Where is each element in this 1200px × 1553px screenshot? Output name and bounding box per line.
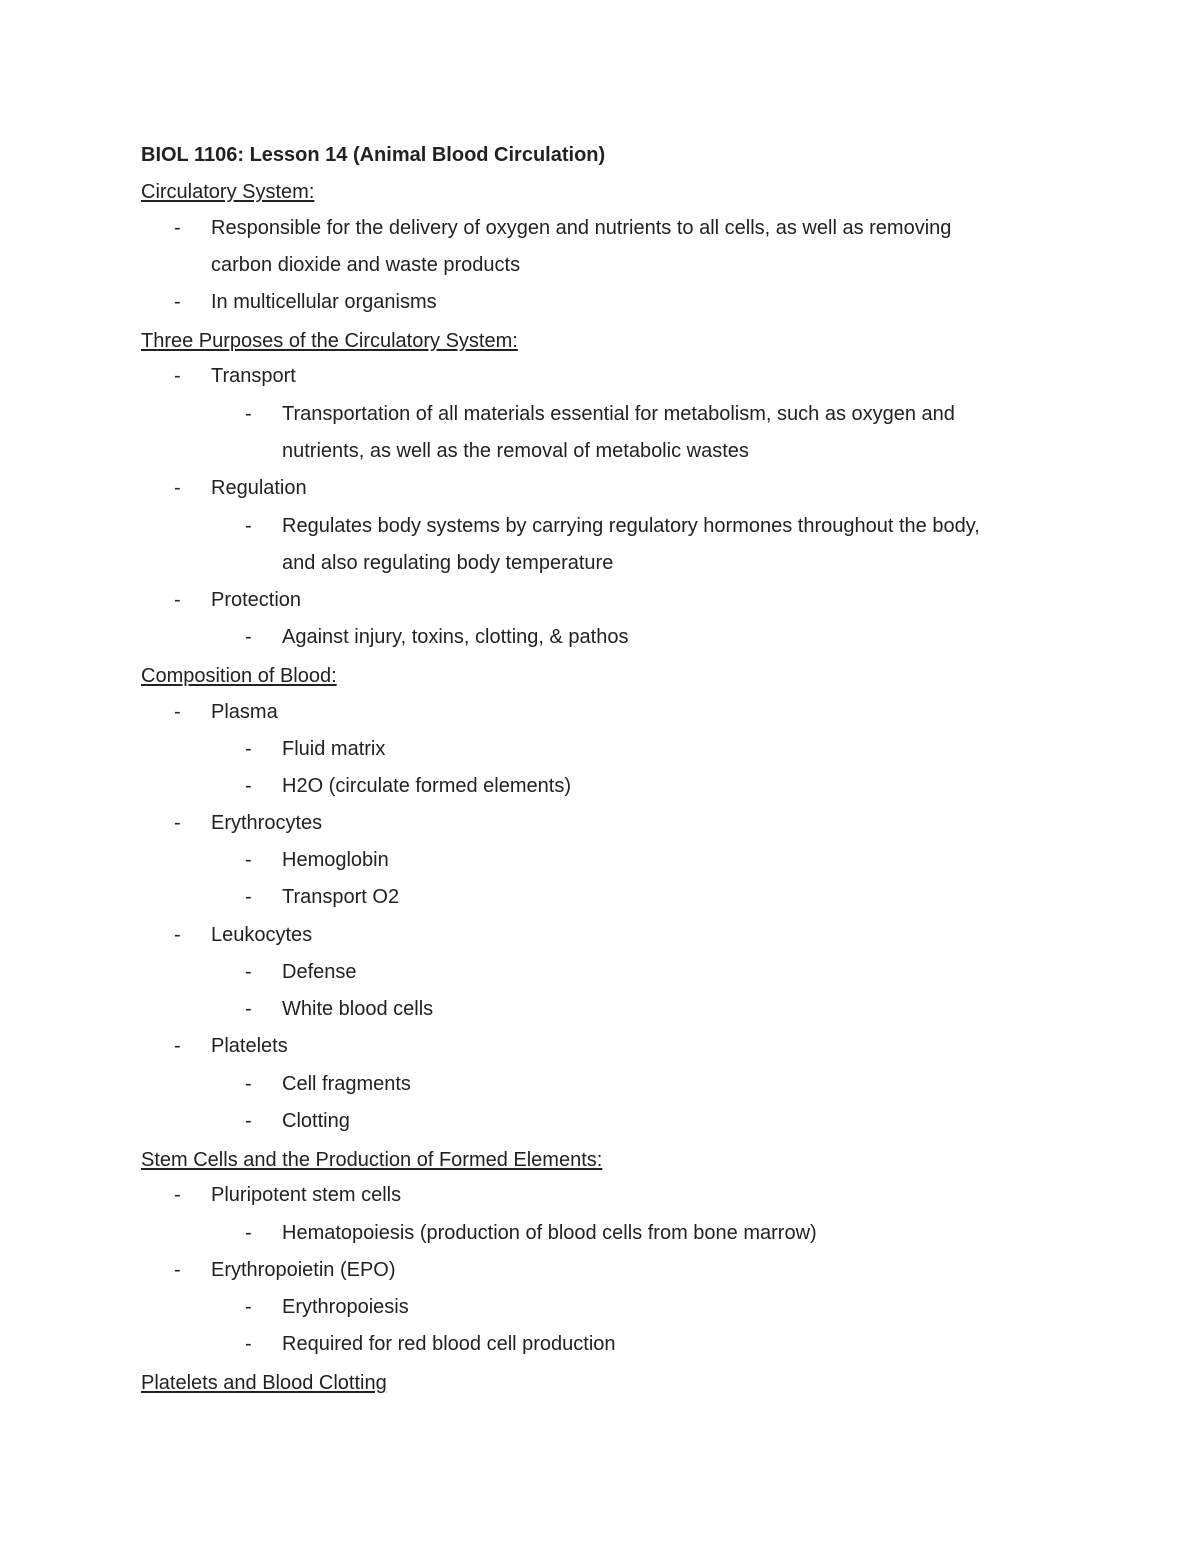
bullet-text: Regulation xyxy=(211,477,307,499)
bullet-text: Erythropoiesis xyxy=(282,1296,409,1318)
bullet-text: Hematopoiesis (production of blood cells from bone marrow) xyxy=(282,1222,817,1244)
bullet-dash: - xyxy=(245,886,252,908)
bullet-dash: - xyxy=(245,961,252,983)
bullet-dash: - xyxy=(245,626,252,648)
bullet-dash: - xyxy=(245,998,252,1020)
section-heading-three-purposes: Three Purposes of the Circulatory System: xyxy=(141,330,518,352)
bullet-dash: - xyxy=(245,1110,252,1132)
bullet-text: H2O (circulate formed elements) xyxy=(282,775,571,797)
bullet-dash: - xyxy=(174,589,181,611)
bullet-dash: - xyxy=(245,515,252,537)
bullet-text: Against injury, toxins, clotting, & pathos xyxy=(282,626,629,648)
bullet-dash: - xyxy=(245,849,252,871)
bullet-text: Clotting xyxy=(282,1110,350,1132)
bullet-text: Required for red blood cell production xyxy=(282,1333,616,1355)
bullet-dash: - xyxy=(245,1333,252,1355)
bullet-text: Plasma xyxy=(211,701,278,723)
bullet-text: Transport O2 xyxy=(282,886,400,908)
bullet-text: Platelets xyxy=(211,1035,288,1057)
bullet-text: Regulates body systems by carrying regulatory hormones throughout the body, xyxy=(282,515,980,537)
bullet-dash: - xyxy=(245,1222,252,1244)
section-heading-composition-of-blood: Composition of Blood: xyxy=(141,665,337,687)
bullet-dash: - xyxy=(174,1259,181,1281)
bullet-dash: - xyxy=(174,217,181,239)
bullet-dash: - xyxy=(174,924,181,946)
bullet-dash: - xyxy=(174,1184,181,1206)
bullet-text: In multicellular organisms xyxy=(211,291,437,313)
bullet-text: White blood cells xyxy=(282,998,434,1020)
bullet-dash: - xyxy=(174,812,181,834)
bullet-text: Cell fragments xyxy=(282,1073,411,1095)
document-title: BIOL 1106: Lesson 14 (Animal Blood Circulation) xyxy=(141,144,606,166)
bullet-text: and also regulating body temperature xyxy=(282,552,614,574)
bullet-dash: - xyxy=(245,403,252,425)
bullet-text: Hemoglobin xyxy=(282,849,389,871)
bullet-dash: - xyxy=(174,365,181,387)
bullet-text: Fluid matrix xyxy=(282,738,386,760)
bullet-text: Responsible for the delivery of oxygen and nutrients to all cells, as well as removing xyxy=(211,217,952,239)
bullet-text: carbon dioxide and waste products xyxy=(211,254,521,276)
bullet-dash: - xyxy=(245,775,252,797)
bullet-text: Defense xyxy=(282,961,357,983)
bullet-dash: - xyxy=(245,1073,252,1095)
bullet-text: Erythrocytes xyxy=(211,812,323,834)
bullet-dash: - xyxy=(174,291,181,313)
bullet-dash: - xyxy=(174,701,181,723)
bullet-dash: - xyxy=(174,1035,181,1057)
bullet-dash: - xyxy=(245,1296,252,1318)
section-heading-stem-cells: Stem Cells and the Production of Formed Elements: xyxy=(141,1149,603,1171)
bullet-text: Erythropoietin (EPO) xyxy=(211,1259,396,1281)
bullet-text: Transport xyxy=(211,365,296,387)
bullet-text: Transportation of all materials essential for metabolism, such as oxygen and xyxy=(282,403,955,425)
bullet-dash: - xyxy=(245,738,252,760)
bullet-dash: - xyxy=(174,477,181,499)
bullet-text: nutrients, as well as the removal of metabolic wastes xyxy=(282,440,749,462)
bullet-text: Pluripotent stem cells xyxy=(211,1184,402,1206)
section-heading-platelets-and-blood-clotting: Platelets and Blood Clotting xyxy=(141,1372,387,1394)
bullet-text: Protection xyxy=(211,589,302,611)
section-heading-circulatory-system: Circulatory System: xyxy=(141,181,315,203)
bullet-text: Leukocytes xyxy=(211,924,313,946)
